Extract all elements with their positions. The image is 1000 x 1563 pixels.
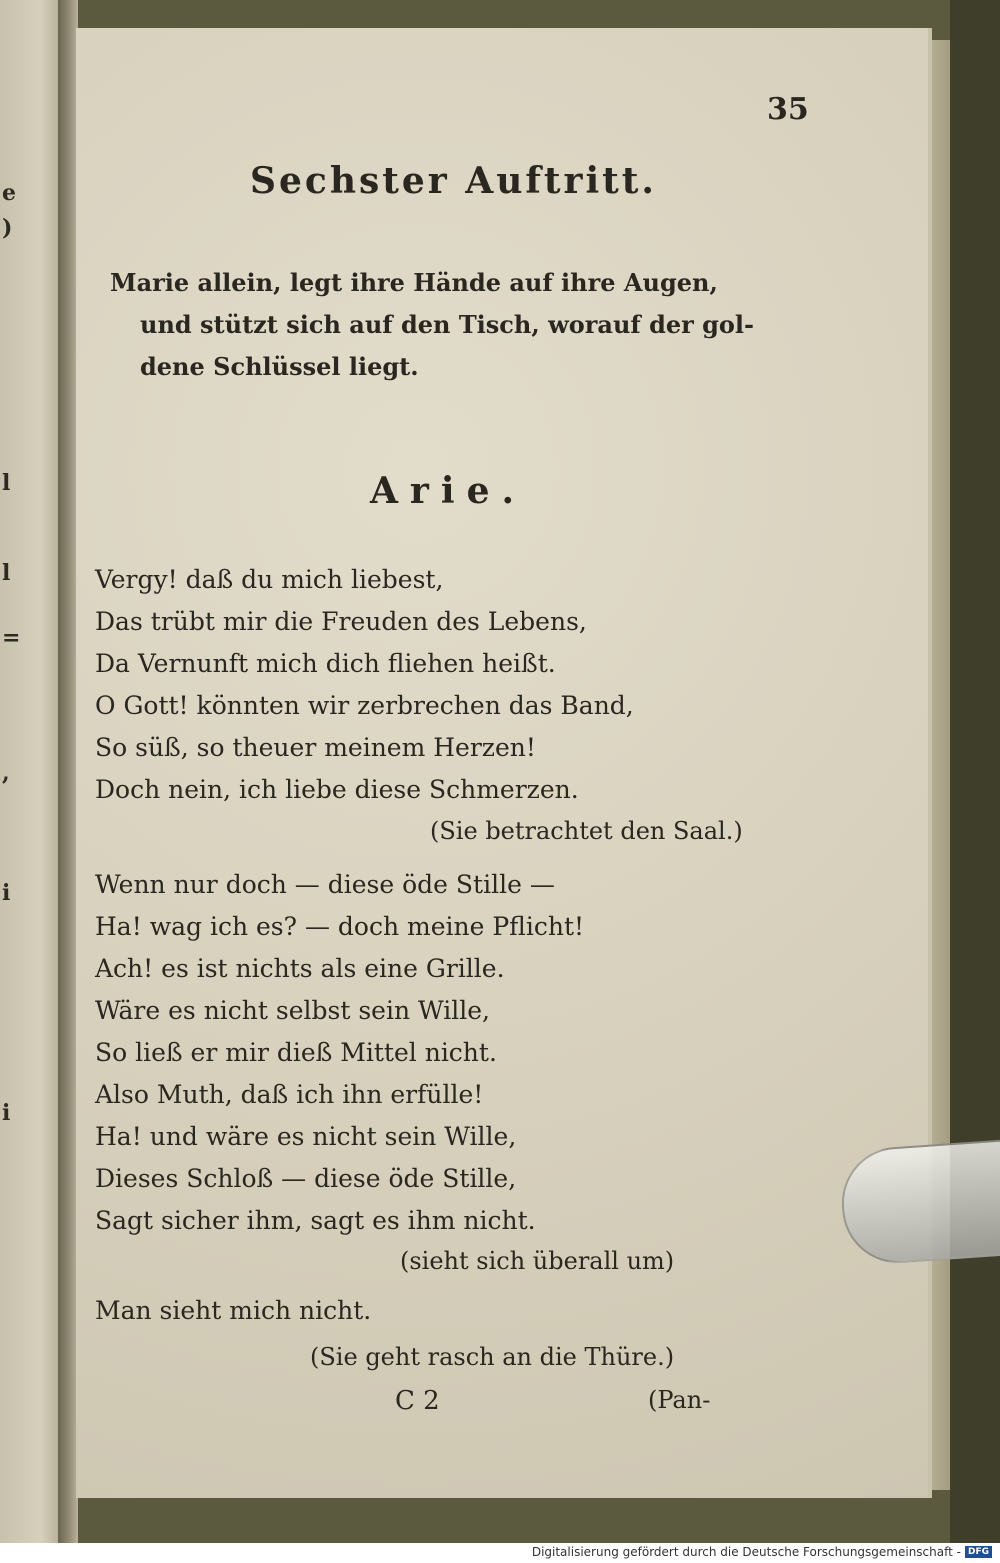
margin-fragment: = [2, 625, 21, 651]
book-page [76, 28, 928, 1498]
stage-direction-line: dene Schlüssel liegt. [140, 352, 419, 381]
page-stack-edge [928, 40, 950, 1490]
margin-fragment: ) [2, 215, 13, 241]
verse-line: So ließ er mir dieß Mittel nicht. [95, 1038, 497, 1067]
page-number: 35 [767, 92, 809, 127]
verse-line: Man sieht mich nicht. [95, 1296, 372, 1325]
verse-line: O Gott! könnten wir zerbrechen das Band, [95, 691, 634, 720]
background-strip [950, 0, 1000, 1543]
book-gutter [58, 0, 78, 1543]
aria-title: Arie. [370, 470, 527, 512]
catchword: (Pan- [648, 1386, 711, 1414]
verse-line: Also Muth, daß ich ihn erfülle! [95, 1080, 484, 1109]
stage-direction-line: Marie allein, legt ihre Hände auf ihre Augen, [110, 268, 718, 297]
verse-line: Vergy! daß du mich liebest, [95, 565, 444, 594]
page-holder-clip [838, 1139, 1000, 1267]
verse-line: Doch nein, ich liebe diese Schmerzen. [95, 775, 579, 804]
signature-mark: C 2 [395, 1386, 440, 1416]
verse-line: Ha! wag ich es? — doch meine Pflicht! [95, 912, 585, 941]
margin-fragment: l [2, 560, 11, 586]
stage-aside: (Sie betrachtet den Saal.) [430, 817, 743, 845]
verse-line: Wäre es nicht selbst sein Wille, [95, 996, 490, 1025]
margin-fragment: i [2, 880, 11, 906]
verse-line: So süß, so theuer meinem Herzen! [95, 733, 536, 762]
credit-line [532, 1545, 992, 1559]
verse-line: Sagt sicher ihm, sagt es ihm nicht. [95, 1206, 536, 1235]
verse-line: Dieses Schloß — diese öde Stille, [95, 1164, 517, 1193]
credit-bar [0, 1543, 1000, 1563]
verse-line: Ach! es ist nichts als eine Grille. [95, 954, 505, 983]
scene-title: Sechster Auftritt. [250, 160, 657, 202]
verse-line: Ha! und wäre es nicht sein Wille, [95, 1122, 517, 1151]
verse-line: Da Vernunft mich dich fliehen heißt. [95, 649, 556, 678]
margin-fragment: l [2, 470, 11, 496]
credit-text: Digitalisierung gefördert durch die Deutsche Forschungsgemeinschaft - [531, 1545, 961, 1559]
margin-fragment: i [2, 1100, 11, 1126]
verse-line: Wenn nur doch — diese öde Stille — [95, 870, 555, 899]
margin-fragment: e [2, 180, 16, 206]
dfg-logo-icon: DFG [965, 1546, 992, 1558]
facing-page-edge [0, 0, 58, 1543]
verse-line: Das trübt mir die Freuden des Lebens, [95, 607, 587, 636]
stage-aside: (sieht sich überall um) [400, 1247, 675, 1275]
stage-aside: (Sie geht rasch an die Thüre.) [310, 1343, 675, 1371]
stage-direction-line: und stützt sich auf den Tisch, worauf der gol- [140, 310, 754, 339]
margin-fragment: , [2, 760, 10, 786]
